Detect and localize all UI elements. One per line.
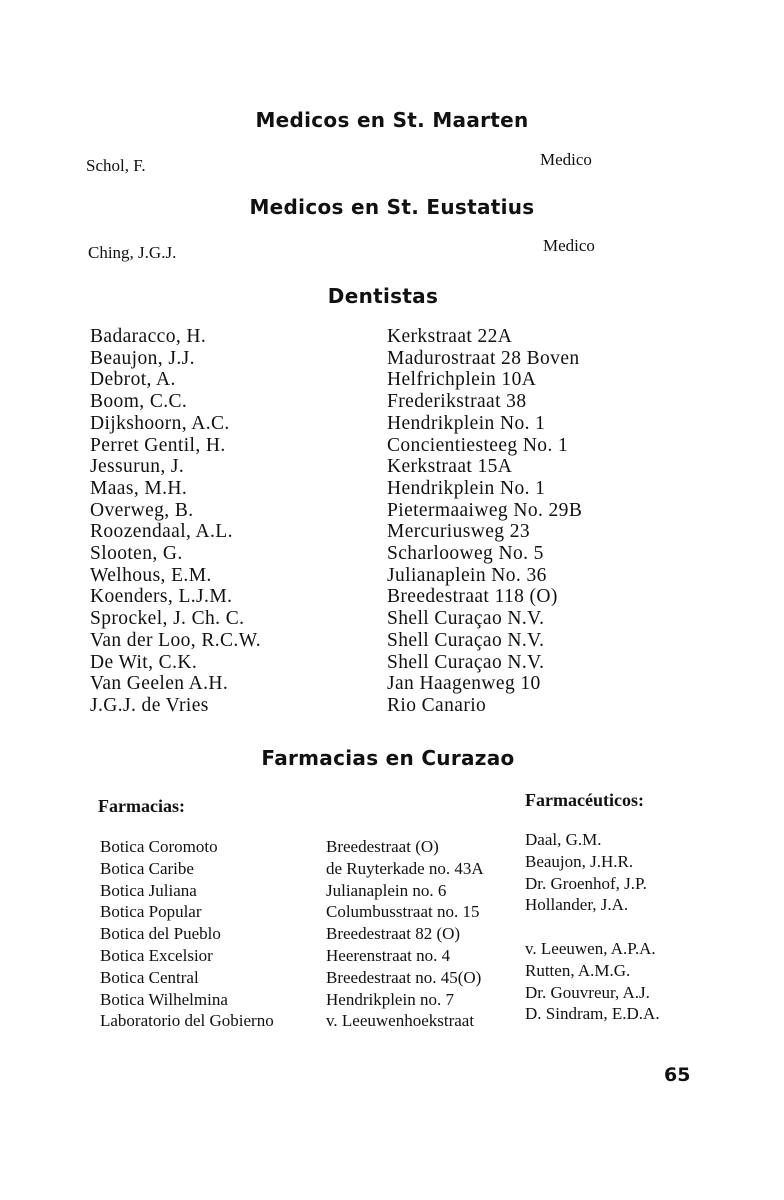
pharmacist-name: Beaujon, J.H.R. [525, 851, 634, 871]
dentist-name: J.G.J. de Vries [90, 694, 209, 716]
dentist-name: Roozendaal, A.L. [90, 521, 233, 543]
pharmacy-name: Botica Coromoto [100, 837, 218, 856]
dentist-address: Hendrikplein No. 1 [387, 477, 546, 499]
dentist-name: Overweg, B. [90, 499, 194, 521]
dentist-name: De Wit, C.K. [90, 651, 198, 673]
dentist-address: Jan Haagenweg 10 [387, 673, 541, 695]
dentist-address: Hendrikplein No. 1 [387, 412, 546, 434]
pharmacy-address: Breedestraat 82 (O) [326, 924, 461, 944]
farmacias-column-header: Farmacias: [98, 796, 185, 816]
pharmacist-name: v. Leeuwen, A.P.A. [525, 938, 656, 958]
pharmacy-name: Botica Juliana [100, 880, 197, 900]
dentist-address-column [387, 326, 582, 717]
dentist-name: Boom, C.C. [90, 391, 188, 413]
dentist-name: Beaujon, J.J. [90, 347, 195, 369]
pharmacy-name: Botica Caribe [100, 858, 194, 878]
pharmacist-name: Dr. Groenhof, J.P. [525, 873, 647, 893]
pharmacist-name: Rutten, A.M.G. [525, 960, 631, 980]
dentist-address: Pietermaaiweg No. 29B [387, 499, 583, 521]
pharmacist-name: Daal, G.M. [525, 830, 602, 849]
pharmacist-column [525, 829, 660, 1025]
heading-st-eustatius: Medicos en St. Eustatius [249, 195, 535, 219]
eustatius-name: Ching, J.G.J. [88, 243, 177, 262]
dentist-name: Jessurun, J. [90, 456, 185, 478]
dentist-name: Perret Gentil, H. [90, 434, 226, 456]
pharmacy-name: Botica Wilhelmina [100, 989, 228, 1009]
dentist-name: Koenders, L.J.M. [90, 586, 233, 608]
pharmacy-address: v. Leeuwenhoekstraat [326, 1011, 475, 1031]
dentist-address: Madurostraat 28 Boven [387, 347, 580, 369]
pharmacy-name: Botica Central [100, 967, 199, 987]
dentist-name: Badaracco, H. [90, 326, 207, 347]
maarten-role: Medico [540, 150, 592, 169]
dentist-name: Van der Loo, R.C.W. [90, 629, 261, 651]
pharmacist-name [525, 916, 660, 938]
pharmacy-names-column [100, 836, 274, 1032]
dentist-address: Concientiesteeg No. 1 [387, 434, 569, 456]
dentist-address: Julianaplein No. 36 [387, 564, 547, 586]
dentist-name: Van Geelen A.H. [90, 673, 229, 695]
pharmacist-name: Hollander, J.A. [525, 895, 629, 915]
dentist-address: Rio Canario [387, 694, 487, 716]
heading-st-maarten: Medicos en St. Maarten [255, 108, 529, 132]
dentist-address: Kerkstraat 15A [387, 456, 513, 478]
dentist-name: Slooten, G. [90, 543, 183, 565]
dentist-name: Dijkshoorn, A.C. [90, 412, 230, 434]
page-number: 65 [664, 1064, 691, 1086]
dentist-address: Frederikstraat 38 [387, 391, 527, 413]
eustatius-role: Medico [543, 236, 595, 255]
dentist-name: Sprockel, J. Ch. C. [90, 608, 245, 630]
pharmacy-name: Botica Popular [100, 902, 202, 922]
pharmacy-address-column [326, 836, 484, 1032]
dentist-address: Kerkstraat 22A [387, 326, 513, 347]
pharmacy-name: Laboratorio del Gobierno [100, 1011, 274, 1031]
dentist-names-column [90, 326, 261, 717]
dentist-name: Maas, M.H. [90, 477, 188, 499]
pharmacy-address: Breedestraat no. 45(O) [326, 967, 482, 987]
pharmacy-address: Columbusstraat no. 15 [326, 902, 480, 922]
pharmacy-address: Heerenstraat no. 4 [326, 945, 451, 965]
dentist-address: Helfrichplein 10A [387, 369, 537, 391]
dentist-address: Shell Curaçao N.V. [387, 608, 545, 630]
pharmacy-name: Botica del Pueblo [100, 924, 221, 944]
pharmacy-address: Breedestraat (O) [326, 837, 439, 856]
dentist-address: Shell Curaçao N.V. [387, 629, 545, 651]
pharmacy-address: Hendrikplein no. 7 [326, 989, 454, 1009]
heading-farmacias: Farmacias en Curazao [261, 746, 515, 770]
dentist-address: Mercuriusweg 23 [387, 521, 531, 543]
dentist-address: Breedestraat 118 (O) [387, 586, 558, 608]
dentist-address: Scharlooweg No. 5 [387, 543, 544, 565]
pharmacy-address: Julianaplein no. 6 [326, 880, 447, 900]
maarten-name: Schol, F. [86, 156, 146, 175]
farmaceuticos-column-header: Farmacéuticos: [525, 790, 644, 810]
heading-dentistas: Dentistas [327, 284, 439, 308]
pharmacy-address: de Ruyterkade no. 43A [326, 858, 484, 878]
dentist-name: Debrot, A. [90, 369, 176, 391]
pharmacy-name: Botica Excelsior [100, 945, 213, 965]
dentist-name: Welhous, E.M. [90, 564, 212, 586]
dentist-address: Shell Curaçao N.V. [387, 651, 545, 673]
pharmacist-name: D. Sindram, E.D.A. [525, 1004, 660, 1024]
pharmacist-name: Dr. Gouvreur, A.J. [525, 982, 650, 1002]
